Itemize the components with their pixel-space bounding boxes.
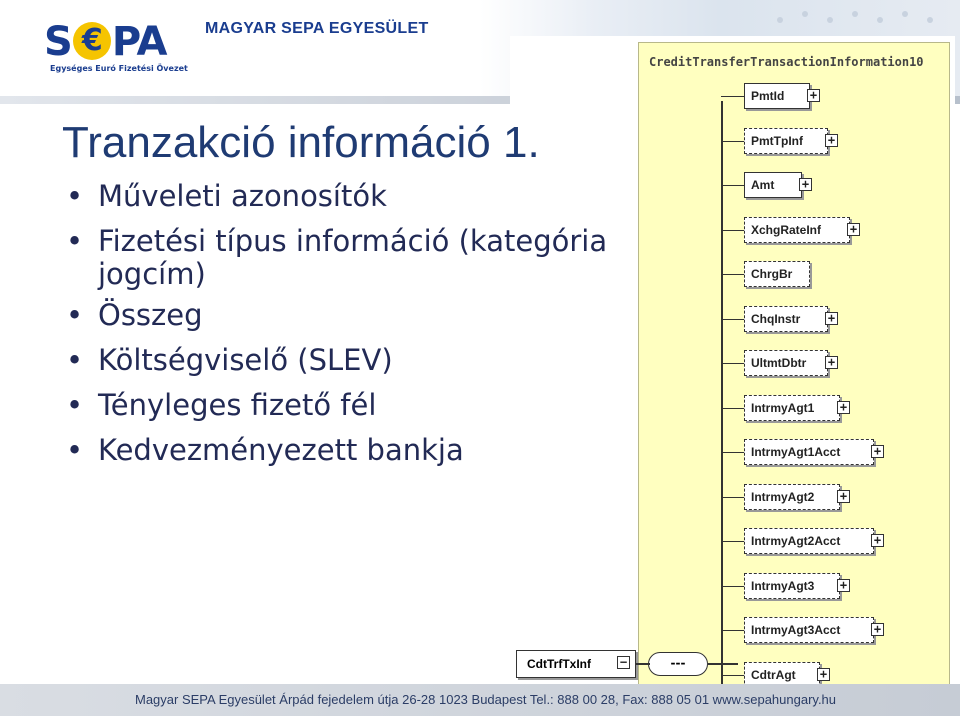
footer-address: Magyar SEPA Egyesület Árpád fejedelem útja 26-28 1023 Budapest Tel.: 888 00 28, Fax: 888 05 01 www.sepahungary.hu — [135, 692, 837, 707]
schema-element-label: ChrgBr — [751, 267, 793, 281]
expand-icon: + — [837, 490, 850, 503]
root-node-label: CdtTrfTxInf — [527, 657, 591, 671]
tree-branch — [721, 497, 744, 498]
schema-element-label: PmtId — [751, 89, 785, 103]
tree-branch — [721, 363, 744, 364]
tree-branch — [721, 408, 744, 409]
expand-icon: + — [837, 401, 850, 414]
expand-icon: + — [871, 623, 884, 636]
schema-element-label: IntrmyAgt1Acct — [751, 445, 841, 459]
tree-branch — [721, 452, 744, 453]
bullet-text: Összeg — [98, 298, 203, 332]
expand-icon: + — [837, 579, 850, 592]
schema-element-label: CdtrAgt — [751, 667, 796, 682]
schema-element-label: IntrmyAgt3 — [751, 578, 815, 593]
slide-title: Tranzakció információ 1. — [62, 118, 540, 167]
bullet-list — [62, 174, 607, 473]
logo-subtitle: Egységes Euró Fizetési Övezet — [50, 64, 188, 73]
tree-branch — [721, 675, 744, 676]
tree-branch — [721, 96, 744, 97]
schema-element-label: IntrmyAgt2Acct — [751, 534, 841, 548]
diagram-complex-type-box — [638, 42, 950, 692]
expand-icon: + — [825, 312, 838, 325]
footer-bar — [0, 684, 960, 716]
euro-icon: € — [73, 22, 111, 60]
schema-element-node — [744, 573, 848, 599]
bullet-item — [62, 428, 607, 473]
expand-icon: + — [871, 534, 884, 547]
bullet-text: Fizetési típus információ (kategória — [98, 224, 608, 258]
schema-element-label: Amt — [751, 178, 775, 192]
tree-branch — [721, 185, 744, 186]
bullet-icon: • — [66, 433, 84, 467]
schema-element-label: IntrmyAgt1 — [751, 400, 815, 415]
sequence-connector — [708, 662, 738, 666]
expand-icon: + — [847, 223, 860, 236]
tree-branch — [721, 586, 744, 587]
bullet-item — [62, 293, 607, 338]
schema-element-node — [744, 395, 848, 421]
expand-icon: + — [799, 178, 812, 191]
schema-element-label: UltmtDbtr — [751, 356, 807, 370]
schema-element-label: PmtTpInf — [751, 133, 803, 148]
sepa-logo — [44, 18, 194, 80]
schema-element-node — [744, 617, 882, 643]
sequence-node — [648, 652, 708, 676]
bullet-item — [62, 174, 607, 219]
expand-icon: + — [807, 89, 820, 102]
bullet-text: Tényleges fizető fél — [98, 388, 377, 422]
root-connector — [636, 662, 650, 666]
expand-icon: + — [825, 356, 838, 369]
bullet-item — [62, 219, 607, 293]
tree-branch — [721, 141, 744, 142]
schema-element-node — [744, 306, 836, 332]
schema-element-node — [744, 261, 810, 287]
schema-element-label: XchgRateInf — [751, 222, 822, 237]
expand-icon: + — [817, 668, 830, 681]
sequence-label: --- — [670, 656, 686, 670]
schema-element-label: IntrmyAgt2 — [751, 489, 815, 504]
logo-letter-s: S — [44, 19, 72, 65]
collapse-icon: − — [617, 656, 630, 669]
diagram-root-node — [516, 650, 636, 678]
bullet-item — [62, 383, 607, 428]
schema-element-node — [744, 172, 810, 198]
schema-element-label: IntrmyAgt3Acct — [751, 623, 841, 637]
bullet-text: Kedvezményezett bankja — [98, 433, 464, 467]
schema-element-label: ChqInstr — [751, 311, 801, 326]
bullet-icon: • — [66, 388, 84, 422]
tree-branch — [721, 630, 744, 631]
schema-element-node — [744, 439, 882, 465]
logo-letters-pa: PA — [111, 19, 167, 65]
tree-branch — [721, 230, 744, 231]
bullet-item — [62, 338, 607, 383]
bullet-icon: • — [66, 179, 84, 213]
tree-branch — [721, 541, 744, 542]
bullet-icon: • — [66, 343, 84, 377]
bullet-icon: • — [66, 298, 84, 332]
tree-branch — [721, 274, 744, 275]
bullet-icon: • — [66, 224, 84, 258]
schema-element-node — [744, 217, 858, 243]
schema-element-node — [744, 528, 882, 554]
schema-element-node — [744, 128, 836, 154]
diagram-type-title: CreditTransferTransactionInformation10 — [649, 55, 924, 69]
expand-icon: + — [871, 445, 884, 458]
schema-element-node — [744, 484, 848, 510]
schema-element-node — [744, 83, 818, 109]
bullet-text-continuation: jogcím) — [98, 257, 206, 291]
bullet-text: Költségviselő (SLEV) — [98, 343, 393, 377]
schema-element-node — [744, 350, 836, 376]
organization-name: MAGYAR SEPA EGYESÜLET — [205, 20, 429, 37]
expand-icon: + — [825, 134, 838, 147]
bullet-text: Műveleti azonosítók — [98, 179, 387, 213]
tree-branch — [721, 319, 744, 320]
tree-connector — [721, 101, 723, 691]
